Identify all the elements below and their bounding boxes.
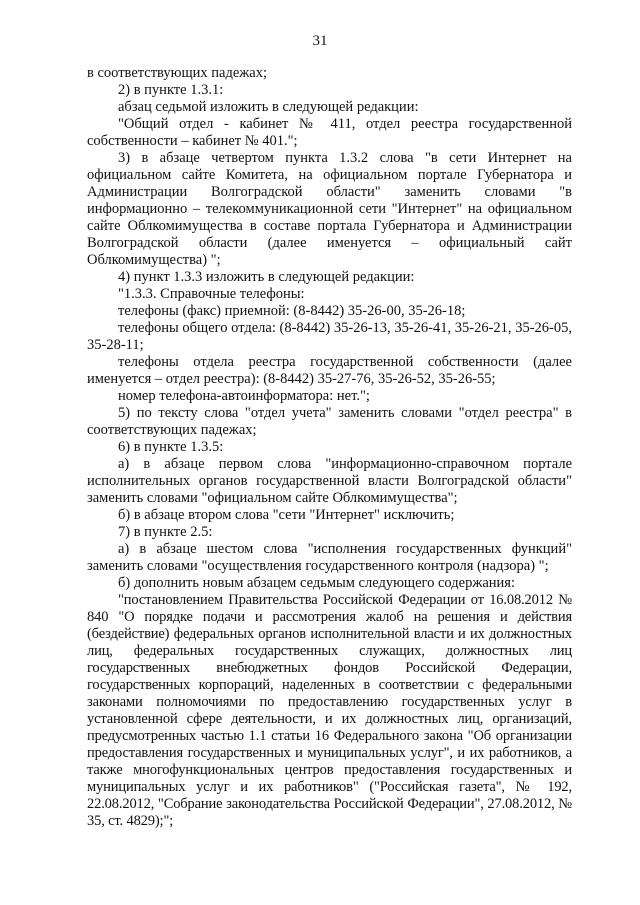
paragraph-4: "Общий отдел - кабинет № 411, отдел реестра государственной собственности – кабинет № 401.";	[87, 116, 572, 149]
paragraph-14: а) в абзаце первом слова "информационно-справочном портале исполнительных органов государственной власти Волгоградской области" заменить словами "официальном сайте Облкомимущества";	[87, 456, 572, 506]
paragraph-10: телефоны отдела реестра государственной собственности (далее именуется – отдел реестра): (8-8442) 35-27-76, 35-26-52, 35-26-55;	[87, 354, 572, 387]
paragraph-19: "постановлением Правительства Российской Федерации от 16.08.2012 № 840 "О порядке подачи и рассмотрения жалоб на решения и действия (бездействие) федеральных органов исполнительной власти и их должностных лиц, федеральных государственных служащих, должностных лиц государственных внебюджетных фондов Российской Федерации, государственных корпораций, наделенных в соответствии с федеральными законами полномочиями по предоставлению государственных услуг в установленной сфере деятельности, и их должностных лиц, организаций, предусмотренных частью 1.1 статьи 16 Федерального закона "Об организации предоставления государственных и муниципальных услуг", и их работников, а также многофункциональных центров предоставления государственных и муниципальных услуг и их работников" ("Российская газета", № 192, 22.08.2012, "Собрание законодательства Российской Федерации", 27.08.2012, № 35, ст. 4829);";	[87, 592, 572, 829]
paragraph-7: "1.3.3. Справочные телефоны:	[118, 286, 305, 302]
paragraph-15: б) в абзаце втором слова "сети "Интернет" исключить;	[118, 507, 455, 523]
paragraph-2: 2) в пункте 1.3.1:	[118, 82, 224, 98]
paragraph-17: а) в абзаце шестом слова "исполнения государственных функций" заменить словами "осуществления государственного контроля (надзора) ";	[87, 541, 572, 574]
paragraph-16: 7) в пункте 2.5:	[118, 524, 213, 540]
paragraph-1: в соответствующих падежах;	[87, 65, 268, 81]
document-body	[87, 65, 572, 830]
paragraph-6: 4) пункт 1.3.3 изложить в следующей редакции:	[118, 269, 415, 285]
paragraph-18: б) дополнить новым абзацем седьмым следующего содержания:	[118, 575, 515, 591]
paragraph-5: 3) в абзаце четвертом пункта 1.3.2 слова "в сети Интернет на официальном сайте Комитета, на официальном портале Губернатора и Администрации Волгоградской области" заменить словами "в информационно – телекоммуникационной сети "Интернет" на официальном сайте Облкомимущества в составе портала Губернатора и Администрации Волгоградской области (далее именуется – официальный сайт Облкомимущества) ";	[87, 150, 572, 268]
page-number: 31	[312, 33, 328, 49]
paragraph-8: телефоны (факс) приемной: (8-8442) 35-26-00, 35-26-18;	[118, 303, 466, 319]
paragraph-13: 6) в пункте 1.3.5:	[118, 439, 224, 455]
paragraph-9: телефоны общего отдела: (8-8442) 35-26-13, 35-26-41, 35-26-21, 35-26-05, 35-28-11;	[87, 320, 572, 353]
paragraph-11: номер телефона-автоинформатора: нет.";	[118, 388, 370, 404]
paragraph-12: 5) по тексту слова "отдел учета" заменить словами "отдел реестра" в соответствующих падежах;	[87, 405, 572, 438]
paragraph-3: абзац седьмой изложить в следующей редакции:	[118, 99, 419, 115]
